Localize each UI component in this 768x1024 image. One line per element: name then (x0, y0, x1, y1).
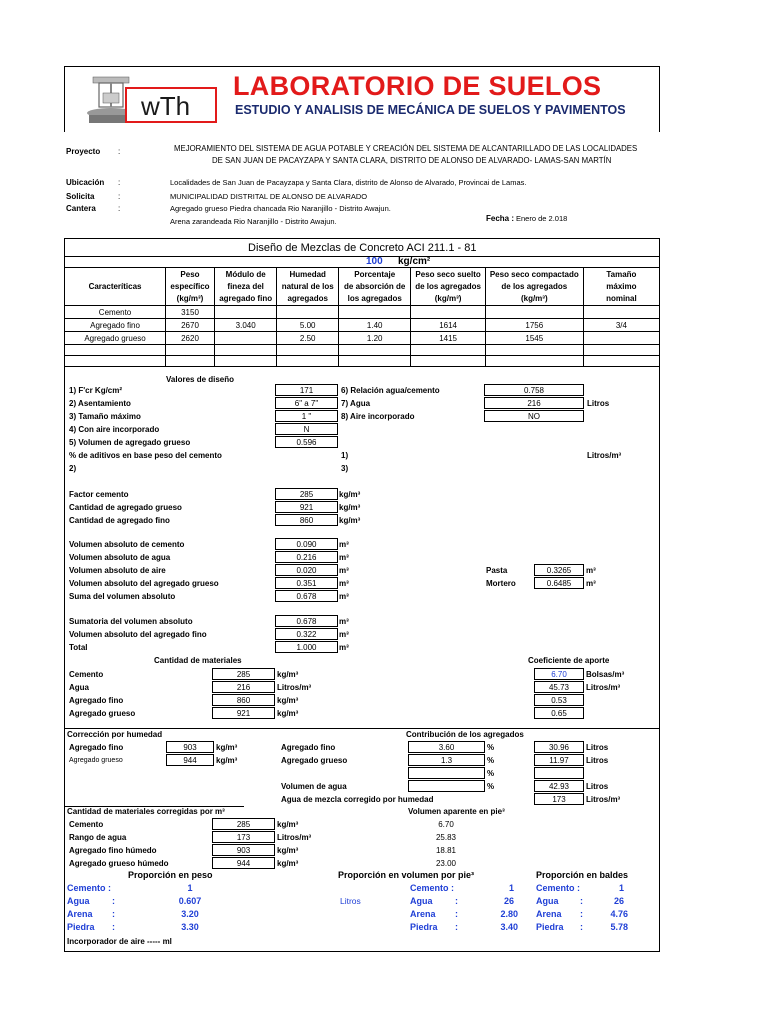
vol-arena-value-p: 2.80 (500, 909, 518, 919)
caf-label: Cantidad de agregado fino (69, 516, 170, 525)
fc-label: Factor cemento (69, 490, 129, 499)
mortero-unit: m³ (586, 579, 596, 588)
tam-value: 1 " (275, 410, 338, 422)
cantera-label: Cantera (66, 204, 96, 213)
fino-box: 0.322 (275, 628, 338, 640)
pasta-unit: m³ (586, 566, 596, 575)
corr-unit: Litros/m³ (586, 795, 621, 804)
blank-pct: % (487, 769, 495, 778)
cell (214, 306, 277, 319)
peso-arena-value: 3.20 (181, 909, 199, 919)
mat-grueso-unit: kg/m³ (277, 709, 299, 718)
mat-agua-box: 216 (212, 681, 275, 693)
cor-cemento-label: Cemento (69, 820, 104, 829)
vol-agua-box: 42.93 (534, 780, 584, 792)
rel-label: 6) Relación agua/cemento (341, 386, 440, 395)
peso-arena-colon: : (112, 909, 115, 919)
h-grueso-label: Agregado grueso (69, 757, 123, 764)
vol-agua-label-p: Agua (410, 896, 433, 906)
vsuma-label: Suma del volumen absoluto (69, 592, 176, 601)
pasta-label: Pasta (486, 566, 508, 575)
pasta-box: 0.3265 (534, 564, 584, 576)
tam-label: 3) Tamaño máximo (69, 412, 141, 421)
logo-box (125, 87, 217, 123)
vagua-label: Volumen absoluto de agua (69, 553, 171, 562)
h-fino-box: 903 (166, 741, 214, 753)
mat-fino-label: Agregado fino (69, 696, 124, 705)
baldes-heading: Proporción en baldes (536, 870, 629, 880)
th-humedad: Humedad natural de los agregados (277, 268, 339, 306)
vcem-unit: m³ (339, 540, 349, 549)
vol-agua-value-p: 26 (503, 896, 514, 906)
coef-fino-box: 0.53 (534, 694, 584, 706)
aire-label: 4) Con aire incorporado (69, 425, 160, 434)
bal-piedra-colon: : (580, 922, 583, 932)
asent-label: 2) Asentamiento (69, 399, 131, 408)
vol-aparente-heading: Volumen aparente en pie³ (408, 807, 505, 816)
vol-cemento-label: Cemento : (410, 883, 455, 893)
vol-label: 5) Volumen de agregado grueso (69, 438, 191, 447)
blank-box (408, 767, 485, 779)
cor-fino-unit: kg/m³ (277, 846, 299, 855)
aire-value: N (275, 423, 338, 435)
airei-label: 8) Aire incorporado (341, 412, 415, 421)
fc-box: 285 (275, 488, 338, 500)
bal-agua-value: 26 (613, 896, 624, 906)
vol-cemento-value: 1 (508, 883, 514, 893)
cell (65, 345, 166, 356)
ad-r2: 3) (341, 464, 349, 473)
c-fino-box: 3.60 (408, 741, 485, 753)
peso-piedra-label: Piedra (67, 922, 95, 932)
coef-heading: Coeficiente de aporte (528, 656, 610, 665)
cell: 2620 (166, 332, 215, 345)
bal-arena-colon: : (580, 909, 583, 919)
design-title: Diseño de Mezclas de Concreto ACI 211.1 - 81 (248, 242, 477, 254)
fecha-value: Enero de 2.018 (516, 214, 568, 223)
mat-cemento-box: 285 (212, 668, 275, 680)
cell: 1.40 (339, 319, 411, 332)
mat-fino-box: 860 (212, 694, 275, 706)
bal-cemento-value: 1 (618, 883, 624, 893)
logo-text: wTh (141, 91, 191, 121)
cor-agua-unit: Litros/m³ (277, 833, 312, 842)
cell: 5.00 (277, 319, 339, 332)
mortero-box: 0.6485 (534, 577, 584, 589)
th-peso-especifico: Peso específico (kg/m³) (166, 268, 215, 306)
cell (411, 345, 485, 356)
agua-unit: Litros (587, 399, 610, 408)
c-fino-label: Agregado fino (281, 743, 336, 752)
table-row (65, 345, 660, 356)
sum-label: Sumatoria del volumen absoluto (69, 617, 193, 626)
vol-agua-label: Volumen de agua (281, 782, 347, 791)
cor-fino-box: 903 (212, 844, 275, 856)
header (64, 66, 660, 132)
cantera-line2: Arena zarandeada Rio Naranjillo - Distrito Awajun. (170, 217, 337, 226)
table-row (65, 319, 660, 332)
cell (339, 345, 411, 356)
rel-value: 0.758 (484, 384, 584, 396)
vcem-label: Volumen absoluto de cemento (69, 540, 185, 549)
vol-value: 0.596 (275, 436, 338, 448)
vaire-unit: m³ (339, 566, 349, 575)
proyecto-colon: : (118, 147, 121, 156)
mat-cemento-unit: kg/m³ (277, 670, 299, 679)
vol-agua-colon-p: : (455, 896, 458, 906)
caf-box: 860 (275, 514, 338, 526)
cell (411, 306, 485, 319)
cor-agua-pie: 25.83 (435, 833, 457, 842)
cor-fino-label: Agregado fino húmedo (69, 846, 157, 855)
cor-cemento-unit: kg/m³ (277, 820, 299, 829)
cell (339, 306, 411, 319)
th-modulo-fineza: Módulo de fineza del agregado fino (214, 268, 277, 306)
bal-piedra-value: 5.78 (610, 922, 628, 932)
th-tamano: Tamaño máximo nominal (583, 268, 659, 306)
th-peso-suelto: Peso seco suelto de los agregados (kg/m³) (411, 268, 485, 306)
cell (166, 356, 215, 367)
cell: 2670 (166, 319, 215, 332)
cell (277, 306, 339, 319)
vol-agua-pct: % (487, 782, 495, 791)
cell (166, 345, 215, 356)
blank-l-box (534, 767, 584, 779)
volpie-heading: Proporción en volumen por pie³ (338, 870, 475, 880)
vaire-box: 0.020 (275, 564, 338, 576)
vol-piedra-value-p: 3.40 (500, 922, 518, 932)
cell: 3.040 (214, 319, 277, 332)
cor-grueso-label: Agregado grueso húmedo (69, 859, 169, 868)
cell (339, 356, 411, 367)
h-grueso-unit: kg/m³ (216, 756, 238, 765)
cell (277, 356, 339, 367)
fecha-label: Fecha : (486, 214, 515, 223)
c-fino-l-box: 30.96 (534, 741, 584, 753)
h-fino-unit: kg/m³ (216, 743, 238, 752)
cell (583, 332, 659, 345)
cell: 1614 (411, 319, 485, 332)
table-header-row (65, 268, 660, 306)
cell (214, 345, 277, 356)
cell: Agregado grueso (65, 332, 166, 345)
solicita-value: MUNICIPALIDAD DISTRITAL DE ALONSO DE ALVARADO (170, 192, 368, 201)
ad-2: 2) (69, 464, 77, 473)
valores-heading: Valores de diseño (166, 375, 235, 384)
coef-agua-box: 45.73 (534, 681, 584, 693)
cell: 1545 (485, 332, 583, 345)
cantera-colon: : (118, 204, 121, 213)
fcr-label: 1) F'cr Kg/cm² (69, 386, 123, 395)
c-grueso-unit: Litros (586, 756, 609, 765)
cell (485, 345, 583, 356)
ubicacion-value: Localidades de San Juan de Pacayzapa y Santa Clara, distrito de Alonso de Alvarado, Provincai de Lamas. (170, 178, 527, 187)
coef-agua-unit: Litros/m³ (586, 683, 621, 692)
peso-arena-label: Arena (67, 909, 93, 919)
cell: Cemento (65, 306, 166, 319)
caf-unit: kg/m³ (339, 516, 361, 525)
cell (65, 356, 166, 367)
peso-agua-value: 0.607 (178, 896, 202, 906)
vol-agua-blank (408, 780, 485, 792)
vaire-label: Volumen absoluto de aire (69, 566, 166, 575)
th-peso-compactado: Peso seco compactado de los agregados (kg/m³) (485, 268, 583, 306)
cantera-line1: Agregado grueso Piedra chancada Rio Naranjillo - Distrito Awajun. (170, 204, 391, 213)
cell (583, 306, 659, 319)
cor-fino-pie: 18.81 (435, 846, 457, 855)
mat-cemento-label: Cemento (69, 670, 104, 679)
mat-grueso-box: 921 (212, 707, 275, 719)
coef-cemento-unit: Bolsas/m³ (586, 670, 625, 679)
cor-grueso-box: 944 (212, 857, 275, 869)
cell (583, 356, 659, 367)
vcem-box: 0.090 (275, 538, 338, 550)
peso-agua-colon: : (112, 896, 115, 906)
fc-unit: kg/cm² (398, 256, 431, 267)
vagua-box: 0.216 (275, 551, 338, 563)
vgrueso-box: 0.351 (275, 577, 338, 589)
peso-piedra-value: 3.30 (181, 922, 199, 932)
c-grueso-label: Agregado grueso (281, 756, 348, 765)
th-absorcion: Porcentaje de absorción de los agregados (339, 268, 411, 306)
vol-piedra-label-p: Piedra (410, 922, 438, 932)
c-fino-unit: Litros (586, 743, 609, 752)
contrib-heading: Contribución de los agregados (406, 730, 524, 739)
c-grueso-pct: % (487, 756, 495, 765)
fino-label: Volumen absoluto del agregado fino (69, 630, 207, 639)
corregidos-heading: Cantidad de materiales corregidas por m³ (67, 807, 225, 816)
sum-unit: m³ (339, 617, 349, 626)
h-grueso-box: 944 (166, 754, 214, 766)
cor-cemento-box: 285 (212, 818, 275, 830)
mat-grueso-label: Agregado grueso (69, 709, 136, 718)
proyecto-label: Proyecto (66, 147, 101, 156)
peso-piedra-colon: : (112, 922, 115, 932)
vol-agua-unit: Litros (586, 782, 609, 791)
bal-arena-value: 4.76 (610, 909, 628, 919)
cell: 2.50 (277, 332, 339, 345)
humedad-heading: Corrección por humedad (67, 730, 163, 739)
peso-cemento-label: Cemento : (67, 883, 112, 893)
cell: Agregado fino (65, 319, 166, 332)
c-fino-pct: % (487, 743, 495, 752)
sum-box: 0.678 (275, 615, 338, 627)
cor-grueso-pie: 23.00 (435, 859, 457, 868)
cell (277, 345, 339, 356)
mortero-label: Mortero (486, 579, 516, 588)
vsuma-unit: m³ (339, 592, 349, 601)
c-grueso-l-box: 11.97 (534, 754, 584, 766)
incorporador: Incorporador de aire ----- ml (67, 937, 172, 946)
cor-grueso-unit: kg/m³ (277, 859, 299, 868)
fino-unit: m³ (339, 630, 349, 639)
total-unit: m³ (339, 643, 349, 652)
peso-heading: Proporción en peso (128, 870, 213, 880)
vol-piedra-colon-p: : (455, 922, 458, 932)
table-row (65, 332, 660, 345)
corr-label: Agua de mezcla corregido por humedad (281, 795, 434, 804)
cor-cemento-pie: 6.70 (438, 820, 454, 829)
asent-value: 6" a 7" (275, 397, 338, 409)
cell: 1415 (411, 332, 485, 345)
cag-label: Cantidad de agregado grueso (69, 503, 182, 512)
cell (583, 345, 659, 356)
fc-value: 100 (366, 256, 383, 267)
cell: 3/4 (583, 319, 659, 332)
vol-arena-colon-p: : (455, 909, 458, 919)
cell: 1756 (485, 319, 583, 332)
total-box: 1.000 (275, 641, 338, 653)
cag-unit: kg/m³ (339, 503, 361, 512)
cag-box: 921 (275, 501, 338, 513)
characteristics-table (64, 267, 660, 367)
lab-subtitle: ESTUDIO Y ANALISIS DE MECÁNICA DE SUELOS Y PAVIMENTOS (235, 103, 626, 117)
fcr-value: 171 (275, 384, 338, 396)
coef-cemento-box: 6.70 (534, 668, 584, 680)
peso-agua-label: Agua (67, 896, 90, 906)
vagua-unit: m³ (339, 553, 349, 562)
th-caracteristicas: Caracteríticas (65, 268, 166, 306)
proyecto-line2: DE SAN JUAN DE PACAYZAPA Y SANTA CLARA, DISTRITO DE ALONSO DE ALVARADO- LAMAS-SAN MARTÍN (212, 156, 612, 165)
peso-cemento-value: 1 (187, 883, 193, 893)
cell (214, 356, 277, 367)
bal-cemento-label: Cemento : (536, 883, 581, 893)
peso-agua-unit: Litros (340, 896, 361, 906)
cell: 3150 (166, 306, 215, 319)
ad-r1: 1) (341, 451, 349, 460)
table-row (65, 356, 660, 367)
bal-arena-label: Arena (536, 909, 562, 919)
lab-title: LABORATORIO DE SUELOS (233, 71, 602, 101)
vsuma-box: 0.678 (275, 590, 338, 602)
c-grueso-box: 1.3 (408, 754, 485, 766)
cor-agua-label: Rango de agua (69, 833, 127, 842)
cell (485, 306, 583, 319)
cell (214, 332, 277, 345)
agua-value: 216 (484, 397, 584, 409)
vol-arena-label-p: Arena (410, 909, 436, 919)
aditivos-label: % de aditivos en base peso del cemento (69, 451, 222, 460)
ubicacion-colon: : (118, 178, 121, 187)
ad-unit: Litros/m³ (587, 451, 622, 460)
ubicacion-label: Ubicación (66, 178, 105, 187)
mat-agua-label: Agua (69, 683, 89, 692)
airei-value: NO (484, 410, 584, 422)
fc-unit-label: kg/m³ (339, 490, 361, 499)
h-fino-label: Agregado fino (69, 743, 124, 752)
agua-label: 7) Agua (341, 399, 371, 408)
bal-agua-label: Agua (536, 896, 559, 906)
cell (485, 356, 583, 367)
corr-box: 173 (534, 793, 584, 805)
bal-piedra-label: Piedra (536, 922, 564, 932)
cell: 1.20 (339, 332, 411, 345)
vgrueso-label: Volumen absoluto del agregado grueso (69, 579, 219, 588)
coef-grueso-box: 0.65 (534, 707, 584, 719)
vgrueso-unit: m³ (339, 579, 349, 588)
mat-fino-unit: kg/m³ (277, 696, 299, 705)
mat-agua-unit: Litros/m³ (277, 683, 312, 692)
solicita-label: Solicita (66, 192, 95, 201)
total-label: Total (69, 643, 88, 652)
proyecto-line1: MEJORAMIENTO DEL SISTEMA DE AGUA POTABLE Y CREACIÓN DEL SISTEMA DE ALCANTARILLADO DE LAS LOCALIDADES (174, 144, 638, 153)
cor-agua-box: 173 (212, 831, 275, 843)
materiales-heading: Cantidad de materiales (154, 656, 242, 665)
solicita-colon: : (118, 192, 121, 201)
bal-agua-colon: : (580, 896, 583, 906)
table-row (65, 306, 660, 319)
cell (411, 356, 485, 367)
